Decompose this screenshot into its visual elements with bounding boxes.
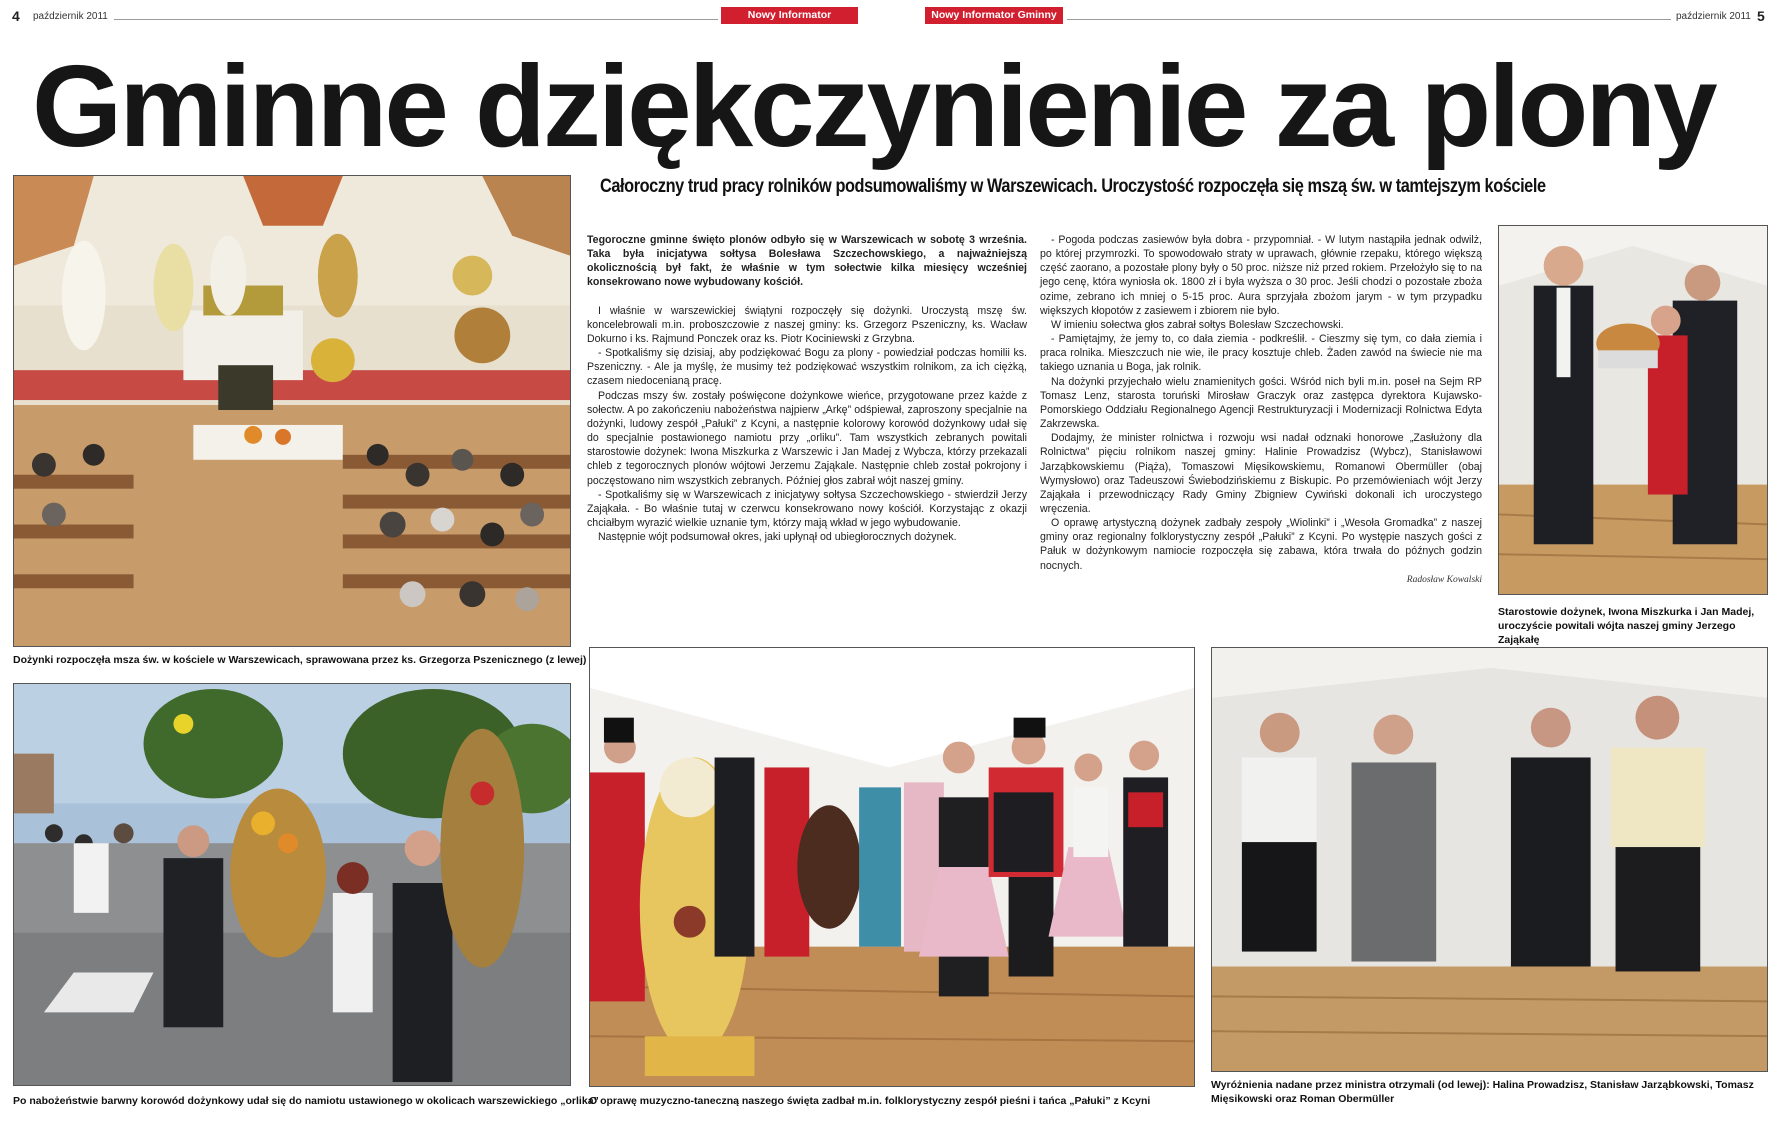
- article-paragraph: O oprawę artystyczną dożynek zadbały zespoły „Wiolinki” i „Wesoła Gromadka” z naszej gminy oraz regionalny folklorystyczny zespół „Pałuki” z Kcyni. Po występie naszych gości z Pałuk w dożynkowym namiocie rozpoczęła się zabawa, która trwała do późnych godzin nocnych.: [1040, 517, 1482, 572]
- caption-dance: O oprawę muzyczno-taneczną naszego święta zadbał m.in. folklorystyczny zespół pieśni i tańca „Pałuki” z Kcyni: [589, 1095, 1151, 1107]
- header-rule-right: [1067, 19, 1671, 20]
- header-rule-left: [114, 19, 718, 20]
- photo-folk-dance: [589, 647, 1195, 1087]
- article-column-2: [1040, 233, 1482, 587]
- caption-awards: Wyróżnienia nadane przez ministra otrzymali (od lewej): Halina Prowadzisz, Stanisław Jarząbkowski, Tomasz Mięsikowski oraz Roman Obermüller: [1211, 1079, 1754, 1105]
- article-paragraph: Dodajmy, że minister rolnictwa i rozwoju wsi nadał odznaki honorowe „Zasłużony dla Rolnictwa” pięciu rolnikom naszej gminy: Halinie Prowadzisz (Wybcz), Stanisławowi Jarząbkowskiemu (Piąża), Tomaszowi Mięsikowskiemu, Romanowi Obermüller (obaj Wymysłowo) oraz Tadeuszowi Świebodzińskiemu z Biskupic. Po przemówieniach wójt Jerzy Zająkała i przewodniczący Rady Gminy Zbigniew Cywiński dokonali ich uroczystego wręczenia.: [1040, 432, 1482, 515]
- caption-procession: Po nabożeństwie barwny korowód dożynkowy udał się do namiotu ustawionego w okolicach warszewickiego „orlika”: [13, 1095, 599, 1107]
- page-number-right: 5: [1757, 8, 1765, 24]
- caption-starostowie: Starostowie dożynek, Iwona Miszkurka i Jan Madej, uroczyście powitali wójta naszej gminy Jerzego Zająkałę: [1498, 606, 1755, 646]
- article-paragraph: - Pogoda podczas zasiewów była dobra - przypomniał. - W lutym nastąpiła jednak odwilż, po której przymrozki. To spowodowało straty w uprawach, głównie rzepaku, którego większą część zaorano, a pozostałe plony były o 50 proc. niższe niż przed rokiem. Przełożyło się to na jego cenę, która wyniosła ok. 1800 zł i była wyższa o 30 proc. Jeśli chodzi o pozostałe zboża ozime, zebrano ich mniej o 5-15 proc. Aura sprzyjała zbożom jarym - w tym przypadku większych kłopotów z zasiewem i zbiorem nie było.: [1040, 234, 1482, 317]
- article-paragraph: Następnie wójt podsumował okres, jaki upłynął od ubiegłorocznych dożynek.: [598, 531, 957, 544]
- article-paragraph: Na dożynki przyjechało wielu znamienitych gości. Wśród nich byli m.in. poseł na Sejm RP Tomasz Lenz, starosta toruński Mirosław Graczyk oraz zastępca dyrektora Kujawsko-Pomorskiego Oddziału Regionalnego Agencji Restrukturyzacji i Modernizacji Rolnictwa Edyta Zakrzewska.: [1040, 375, 1482, 431]
- caption-church: Dożynki rozpoczęła msza św. w kościele w Warszewicach, sprawowana przez ks. Grzegorza Pszenicznego (z lewej): [13, 654, 587, 666]
- article-paragraph: - Pamiętajmy, że jemy to, co dała ziemia - podkreślił. - Cieszmy się tym, co dała ziemia i praca rolnika. Mieszczuch nie wie, ile pracy kosztuje chleb. Żaden zawód na świecie nie ma takiego uznania u Boga, jak rolnik.: [1040, 333, 1482, 374]
- photo-church-mass: [13, 175, 571, 647]
- article-paragraph: - Spotkaliśmy się dzisiaj, aby podziękować Bogu za plony - powiedział podczas homilii ks. Pszeniczny. - Ale ja myślę, że musimy też podziękować wszystkim rolnikom, za ich ciężką, czasem niedocenianą pracę.: [587, 347, 1027, 388]
- photo-awards: [1211, 647, 1768, 1072]
- article-paragraph: Podczas mszy św. zostały poświęcone dożynkowe wieńce, przygotowane przez każde z sołectw. A po zakończeniu nabożeństwa najpierw „Arkę” odśpiewał, zaproszony specjalnie na dożynki, ludowy zespół „Pałuki” z Kcyni, a następnie kolorowy korowód dożynkowy udał się do specjalnie postawionego namiotu przy „orliku”. Tam wszystkich zebranych powitali starostowie dożynek: Iwona Miszkurka z Warszewic i Jan Madej z Wybcza, którzy przekazali chleb z tegorocznych plonów wójtowi Jerzemu Zająkale. Następnie chleb został pokrojony i poczęstowano nim wszystkich zebranych. Później głos zabrał wójt naszej gminy.: [587, 389, 1027, 487]
- subtitle: Całoroczny trud pracy rolników podsumowaliśmy w Warszewicach. Uroczystość rozpoczęła się mszą św. w tamtejszym kościele: [600, 176, 1546, 197]
- photo-starostowie: [1498, 225, 1768, 595]
- article-paragraph: I właśnie w warszewickiej świątyni rozpoczęły się dożynki. Uroczystą mszę św. koncelebrowali m.in. proboszczowie z naszej gminy: ks. Grzegorz Pszeniczny, ks. Wacław Dokurno i ks. Rajmund Ponczek oraz ks. Piotr Kociniewski z Grzybna.: [587, 304, 1027, 345]
- headline: Gminne dziękczynienie za plony: [32, 41, 1715, 171]
- photo-procession: [13, 683, 571, 1086]
- article-byline: Radosław Kowalski: [1406, 574, 1482, 585]
- page-number-left: 4: [12, 8, 20, 24]
- article-lead: Tegoroczne gminne święto plonów odbyło się w Warszewicach w sobotę 3 września. Taka była inicjatywa sołtysa Bolesława Szczechowskiego, a najważniejszą okolicznością był fakt, że właśnie w tym sołectwie kilka miesięcy wcześniej konsekrowano nowe wybudowany kościół.: [587, 234, 1027, 289]
- issue-date-left: październik 2011: [33, 11, 108, 22]
- issue-date-right: październik 2011: [1676, 11, 1751, 22]
- article-paragraph: - Spotkaliśmy się w Warszewicach z inicjatywy sołtysa Szczechowskiego - stwierdził Jerzy Zająkała. - Bo właśnie tutaj w czerwcu konsekrowano nowy kościół. Korzystając z okazji chciałbym wyrazić wielkie uznanie tym, którzy mają wkład w jego wybudowanie.: [587, 488, 1027, 529]
- publication-badge-right: Nowy Informator Gminny: [925, 7, 1063, 24]
- article-paragraph: W imieniu sołectwa głos zabrał sołtys Bolesław Szczechowski.: [1051, 318, 1344, 331]
- article-column-1: [587, 233, 1027, 544]
- publication-badge-left: Nowy Informator Gminny: [721, 7, 858, 24]
